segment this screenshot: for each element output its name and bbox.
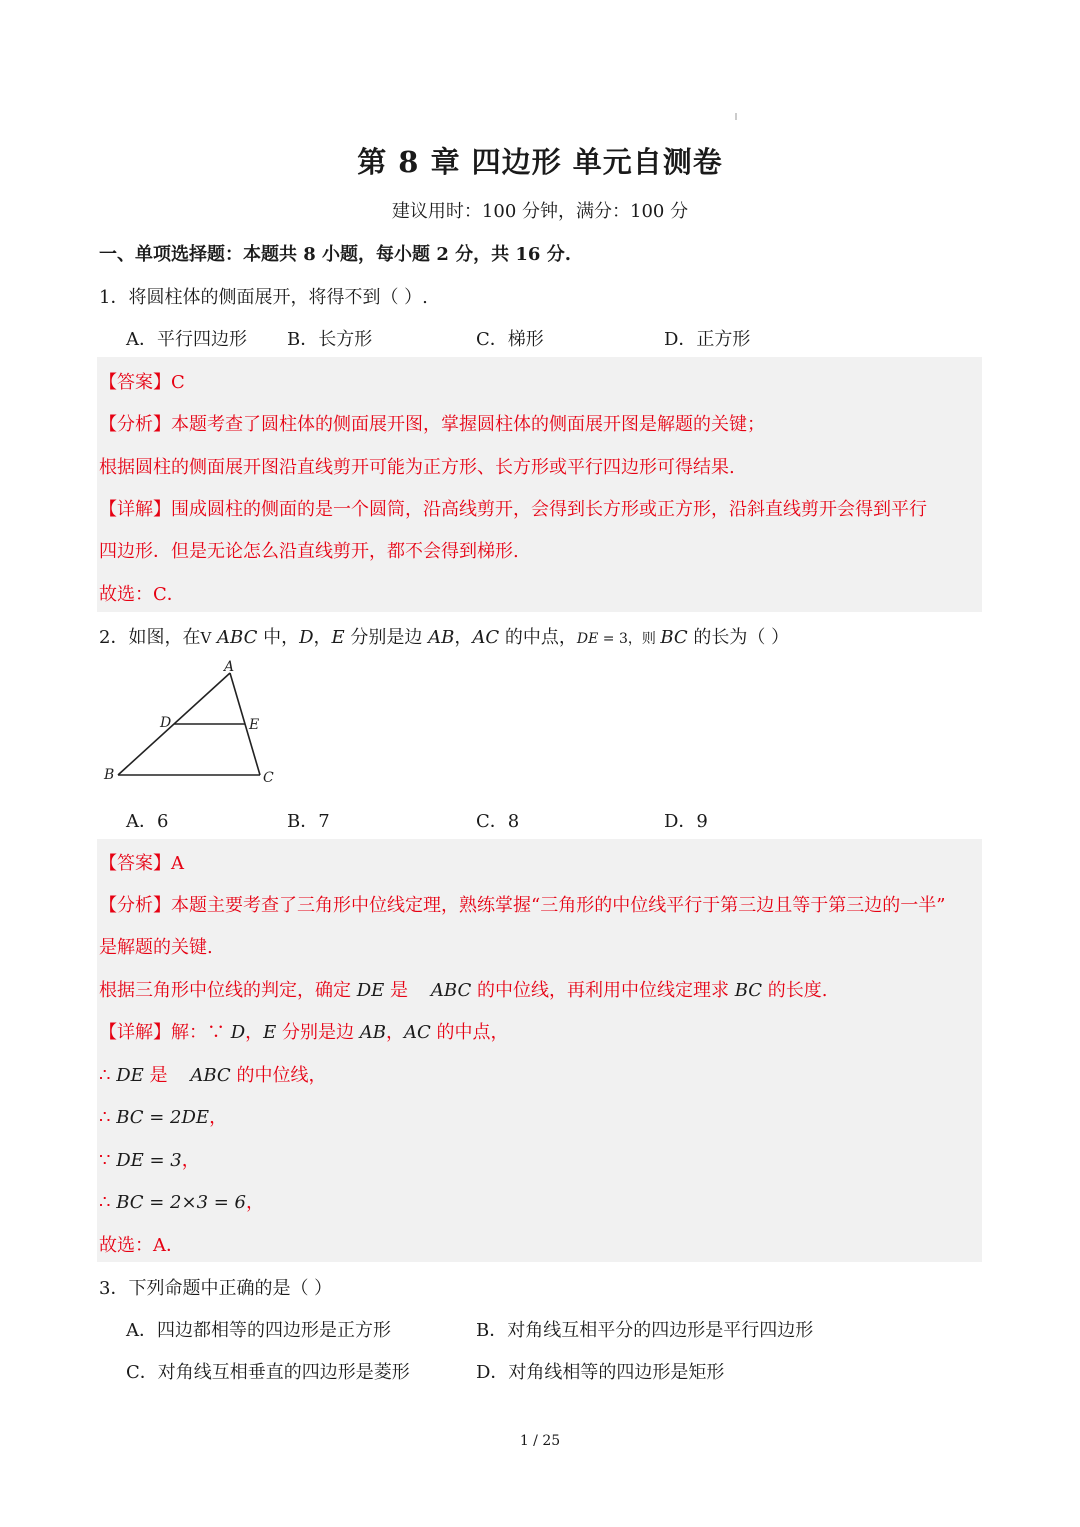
q2-step-text: ，: [209, 1107, 228, 1128]
q2-analysis-2: 是解题的关键.: [99, 937, 213, 958]
q2-detail-ac: AC: [404, 1022, 431, 1043]
section-heading: 一、单项选择题：本题共 8 小题，每小题 2 分，共 16 分.: [99, 244, 571, 265]
page-number: 1 / 25: [519, 1433, 561, 1449]
q2-detail-d: D: [230, 1022, 246, 1043]
q2-detail-1: [99, 1018, 509, 1044]
q1-stem: 1．将圆柱体的侧面展开，将得不到（ ）.: [99, 287, 428, 308]
q2-option-a: A．6: [126, 811, 169, 832]
q2-analysis-de: DE: [356, 980, 385, 1001]
q2-stem-text: = 3，则: [598, 631, 661, 647]
q2-stem-text: 的中点，: [499, 627, 577, 648]
q2-stem-ac: AC: [472, 627, 500, 648]
label-b: B: [104, 767, 115, 783]
q2-choice: 故选：A．: [99, 1235, 184, 1256]
q2-stem-text: 的长为（ ）: [687, 627, 790, 648]
q2-stem-bc: BC: [660, 627, 688, 648]
q2-step-abc: ABC: [190, 1065, 231, 1086]
q2-stem-abc: ABC: [217, 627, 258, 648]
q2-analysis-text: 根据三角形中位线的判定，确定: [99, 980, 357, 1001]
q2-step-text: ，: [181, 1150, 200, 1171]
page-title: 第 8 章 四边形 单元自测卷: [357, 145, 723, 179]
q1-analysis-1: 【分析】本题考查了圆柱体的侧面展开图，掌握圆柱体的侧面展开图是解题的关键；: [99, 414, 765, 435]
q2-analysis-3: [99, 976, 828, 1002]
q2-analysis-text: 的长度.: [762, 980, 828, 1001]
q2-detail-ab: AB: [359, 1022, 386, 1043]
q1-option-d: D．正方形: [664, 329, 751, 350]
q3-option-a: A．四边都相等的四边形是正方形: [126, 1320, 391, 1341]
q1-detail-1: 【详解】围成圆柱的侧面的是一个圆筒，沿高线剪开，会得到长方形或正方形，沿斜直线剪开会得到平行: [99, 499, 927, 520]
q2-step-expression: DE = 3: [116, 1150, 182, 1171]
q2-stem-de: DE: [576, 631, 599, 647]
q1-analysis-2: 根据圆柱的侧面展开图沿直线剪开可能为正方形、长方形或平行四边形可得结果.: [99, 457, 735, 478]
q3-option-c: C．对角线互相垂直的四边形是菱形: [126, 1362, 410, 1383]
q1-answer-box: [97, 357, 982, 612]
q2-step-expression: BC = 2DE: [116, 1107, 210, 1128]
q2-answer: 【答案】A: [99, 853, 184, 874]
therefore-symbol: ∴: [99, 1107, 117, 1128]
q1-option-a: A．平行四边形: [126, 329, 247, 350]
q2-step-1: [99, 1061, 326, 1087]
because-symbol: ∵: [99, 1150, 117, 1171]
q1-option-b: B．长方形: [287, 329, 373, 350]
header-mark: [735, 113, 737, 120]
q2-detail-text: 的中点，: [430, 1022, 509, 1043]
q2-stem-text: 分别是边: [344, 627, 429, 648]
q2-step-4: [99, 1188, 264, 1214]
therefore-symbol: ∴: [99, 1192, 117, 1213]
q2-option-b: B．7: [287, 811, 330, 832]
triangle-figure: [100, 655, 285, 790]
label-c: C: [263, 770, 274, 786]
q2-stem-ab: AB: [428, 627, 455, 648]
q1-choice: 故选：C．: [99, 584, 185, 605]
q2-analysis-text: 是: [384, 980, 431, 1001]
q2-analysis-abc: ABC: [430, 980, 472, 1001]
q3-stem: 3．下列命题中正确的是（ ）: [99, 1278, 333, 1299]
q2-step-text: ，: [246, 1192, 265, 1213]
q2-step-expression: BC = 2×3 = 6: [116, 1192, 247, 1213]
q2-step-text: 的中位线，: [230, 1065, 327, 1086]
therefore-symbol: ∴: [99, 1065, 117, 1086]
label-a: A: [224, 659, 235, 675]
q2-analysis-text: 的中位线，再利用中位线定理求: [471, 980, 735, 1001]
q2-stem-text: ，: [313, 627, 332, 648]
q1-detail-2: 四边形．但是无论怎么沿直线剪开，都不会得到梯形.: [99, 541, 519, 562]
label-d: D: [160, 715, 172, 731]
label-e: E: [249, 717, 260, 733]
q2-step-2: [99, 1103, 227, 1129]
q2-step-text: 是: [143, 1065, 191, 1086]
q2-analysis-bc: BC: [734, 980, 763, 1001]
q2-stem-e: E: [331, 627, 345, 648]
q2-detail-text: ，: [386, 1022, 404, 1043]
q2-stem-d: D: [299, 627, 314, 648]
page-subtitle: 建议用时：100 分钟，满分：100 分: [391, 201, 689, 222]
q2-analysis-1: 【分析】本题主要考查了三角形中位线定理，熟练掌握“三角形的中位线平行于第三边且等于第三边的一半”: [99, 895, 946, 916]
q2-stem-text: 2．如图，在: [99, 627, 201, 648]
triangle-symbol: V: [200, 629, 212, 647]
q2-step-de: DE: [116, 1065, 144, 1086]
q2-stem-text: 中，: [257, 627, 300, 648]
q2-step-3: [99, 1146, 200, 1172]
q2-detail-e: E: [263, 1022, 277, 1043]
q1-option-c: C．梯形: [476, 329, 544, 350]
q2-detail-text: 分别是边: [276, 1022, 360, 1043]
q2-detail-text: ，: [245, 1022, 264, 1043]
q1-answer: 【答案】C: [99, 372, 185, 393]
q3-option-d: D．对角线相等的四边形是矩形: [476, 1362, 725, 1383]
q2-stem-text: ，: [454, 627, 473, 648]
q2-stem: [99, 623, 789, 649]
q2-option-d: D．9: [664, 811, 708, 832]
q3-option-b: B．对角线互相平分的四边形是平行四边形: [476, 1320, 814, 1341]
q2-option-c: C．8: [476, 811, 520, 832]
q2-detail-text: 【详解】解：∵: [99, 1022, 231, 1043]
